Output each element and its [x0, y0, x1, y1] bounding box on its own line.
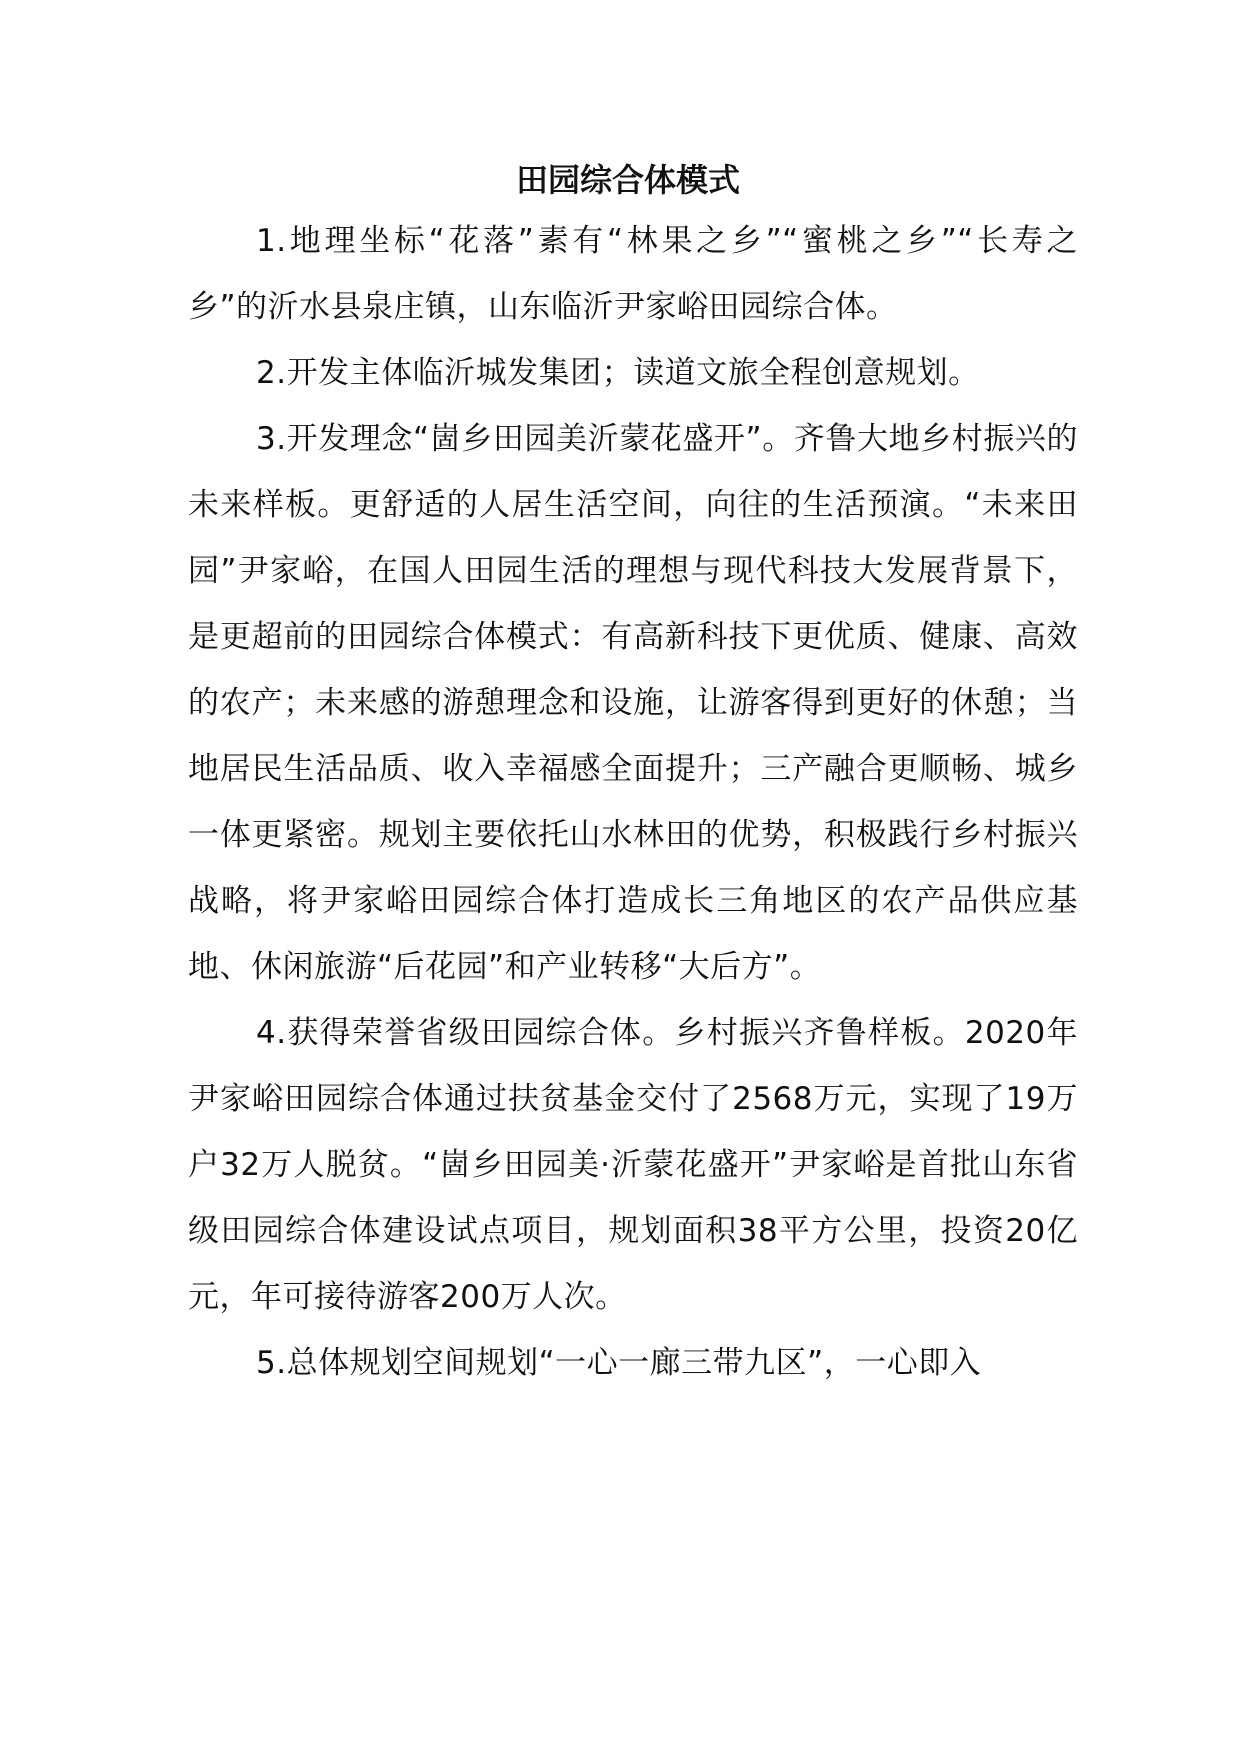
document-page — [188, 160, 1078, 1396]
paragraph-2: 2.开发主体临沂城发集团；读道文旅全程创意规划。 — [256, 355, 980, 391]
paragraph-3: 3.开发理念“崮乡田园美沂蒙花盛开”。齐鲁大地乡村振兴的未来样板。更舒适的人居生活空间，向往的生活预演。“未来田园”尹家峪，在国人田园生活的理想与现代科技大发展背景下，是更超前的田园综合体模式：有高新科技下更优质、健康、高效的农产；未来感的游憩理念和设施，让游客得到更好的休憩；当地居民生活品质、收入幸福感全面提升；三产融合更顺畅、城乡一体更紧密。规划主要依托山水林田的优势，积极践行乡村振兴战略，将尹家峪田园综合体打造成长三角地区的农产品供应基地、休闲旅游“后花园”和产业转移“大后方”。 — [188, 421, 1078, 985]
paragraph-5: 5.总体规划空间规划“一心一廊三带九区”，一心即入 — [256, 1345, 982, 1381]
document-title: 田园综合体模式 — [515, 161, 740, 199]
paragraph-4: 4.获得荣誉省级田园综合体。乡村振兴齐鲁样板。2020年尹家峪田园综合体通过扶贫基金交付了2568万元，实现了19万户32万人脱贫。“崮乡田园美·沂蒙花盛开”尹家峪是首批山东省级田园综合体建设试点项目，规划面积38平方公里，投资20亿元，年可接待游客200万人次。 — [188, 1015, 1078, 1315]
paragraph-1: 1.地理坐标“花落”素有“林果之乡”“蜜桃之乡”“长寿之乡”的沂水县泉庄镇，山东临沂尹家峪田园综合体。 — [188, 223, 1078, 325]
